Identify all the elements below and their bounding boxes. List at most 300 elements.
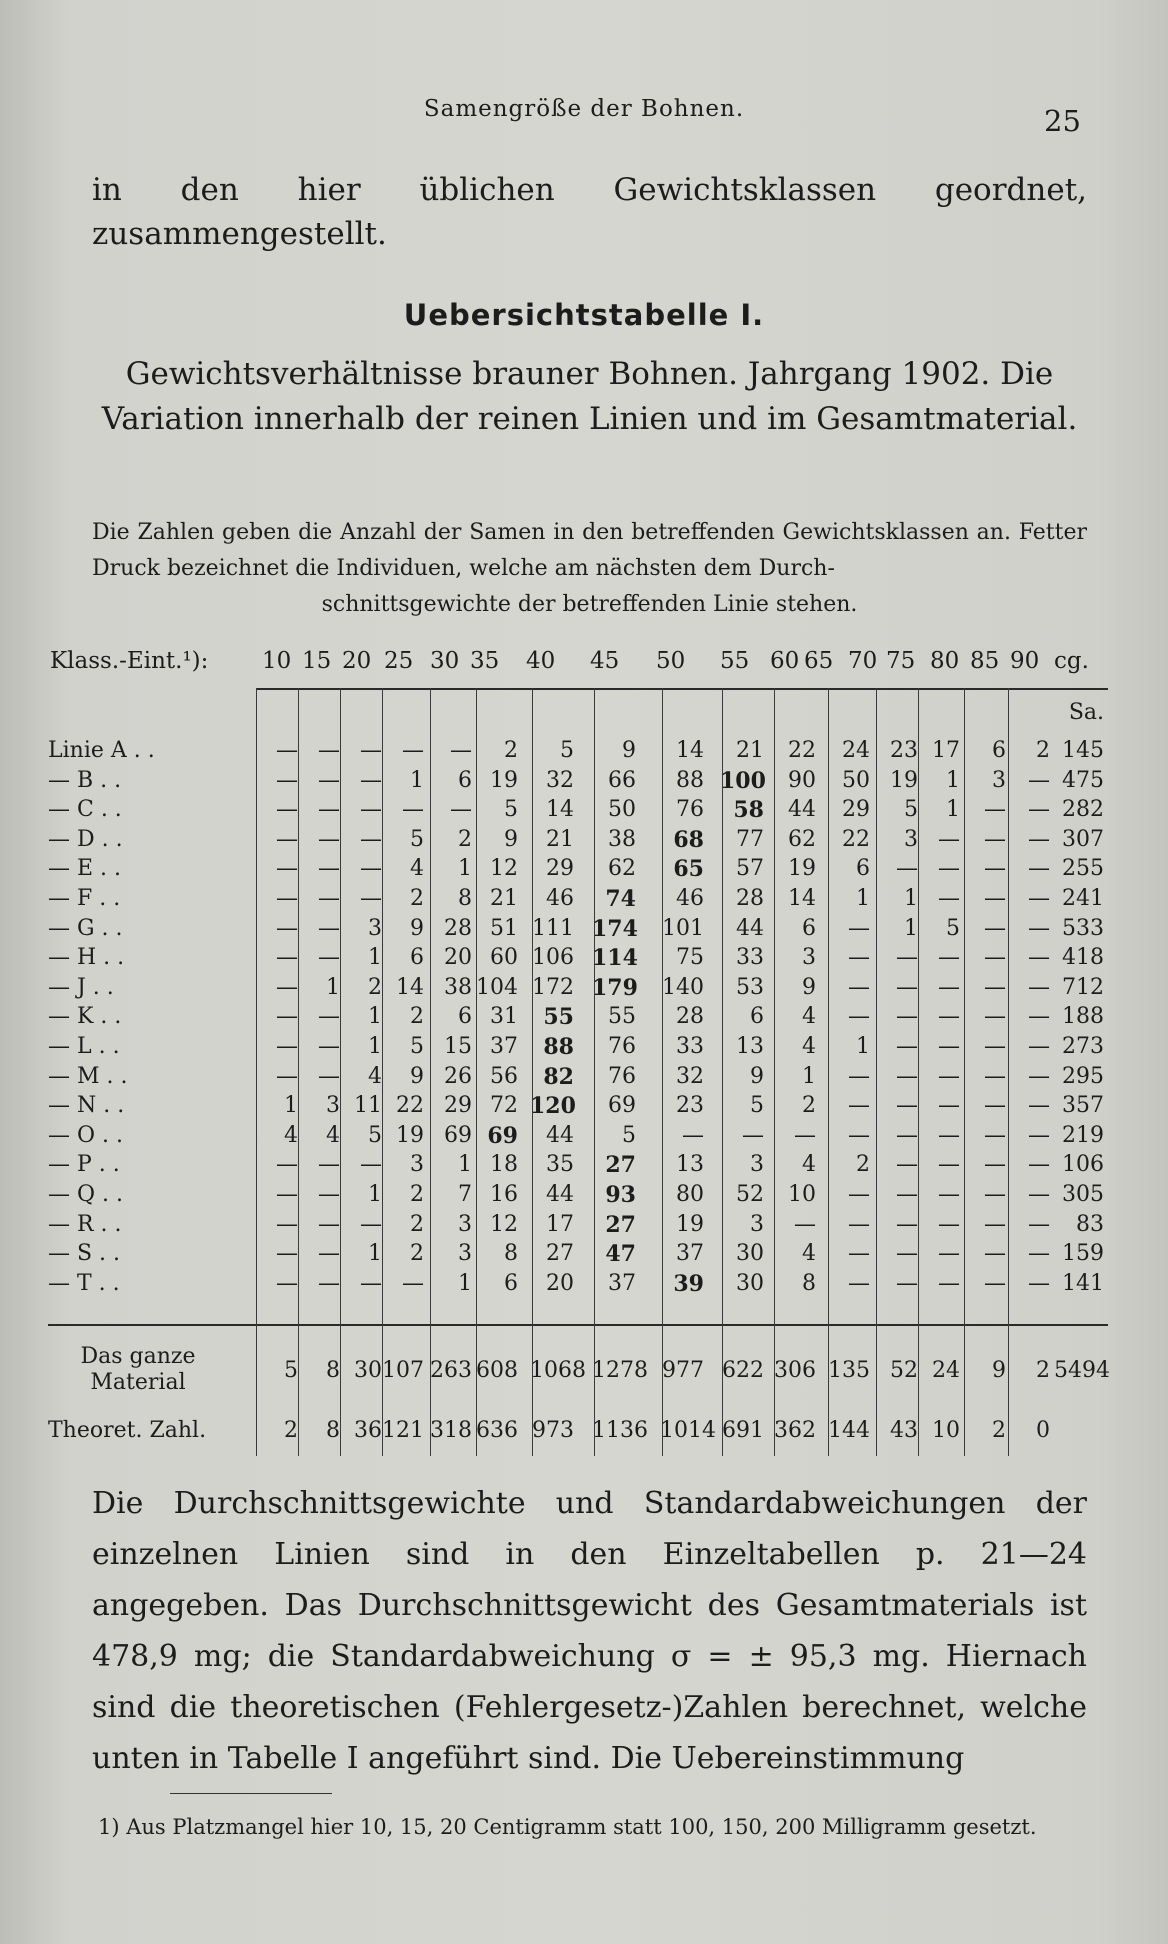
table-cell: 93 <box>605 1182 636 1208</box>
table-cell: 35 <box>546 1152 574 1178</box>
row-label: — P . . <box>48 1152 120 1178</box>
table-cell: 2 <box>1036 738 1050 763</box>
table-cell: — <box>794 1122 816 1148</box>
table-cell: 2 <box>458 826 472 852</box>
table-top-rule <box>256 688 1108 690</box>
class-header-20: 20 <box>342 648 372 674</box>
table-cell: — <box>848 1241 870 1267</box>
table-cell: 1 <box>946 767 960 793</box>
table-cell: 5 <box>410 826 424 852</box>
table-cell: 3 <box>368 915 382 941</box>
class-header-25: 25 <box>384 648 414 674</box>
table-cell: 28 <box>736 886 764 911</box>
table-cell: 30 <box>736 1270 764 1296</box>
table-cell: — <box>938 974 960 1000</box>
table-cell: 72 <box>490 1093 518 1119</box>
table-cell: 4 <box>802 1241 816 1267</box>
table-cell: 9 <box>410 915 424 941</box>
table-cell: — <box>984 886 1006 911</box>
theory-cell: 2 <box>992 1418 1006 1443</box>
table-cell: 76 <box>608 1063 636 1089</box>
table-note-text-last: schnittsgewichte der betreffenden Linie stehen. <box>321 592 858 617</box>
table-cell: — <box>742 1122 764 1148</box>
table-row <box>48 1152 1108 1182</box>
table-cell: 50 <box>842 767 870 793</box>
row-label: — Q . . <box>48 1182 124 1207</box>
table-cell: — <box>276 915 298 941</box>
table-cell: 1 <box>946 797 960 823</box>
table-cell: — <box>848 974 870 1000</box>
table-cell: 20 <box>444 945 472 971</box>
table-cell: — <box>896 1004 918 1030</box>
theory-row-label: Theoret. Zahl. <box>48 1418 207 1443</box>
table-cell: 32 <box>546 767 574 793</box>
theory-row <box>48 1418 1108 1448</box>
table-cell: 22 <box>396 1093 424 1119</box>
running-head: Samengröße der Bohnen. <box>423 96 745 122</box>
table-cell: 9 <box>410 1063 424 1089</box>
row-sum: 159 <box>1062 1241 1104 1267</box>
row-label: Linie A . . <box>48 738 155 763</box>
table-cell: 82 <box>543 1063 574 1090</box>
table-cell: 37 <box>608 1270 636 1296</box>
table-row <box>48 1182 1108 1212</box>
theory-cell: 36 <box>354 1418 382 1443</box>
class-header-row <box>50 648 1100 678</box>
table-cell: — <box>276 1034 298 1059</box>
table-cell: 90 <box>788 767 816 793</box>
row-label: — S . . <box>48 1241 121 1267</box>
row-sum: 357 <box>1062 1093 1104 1119</box>
table-cell: 14 <box>396 974 424 1000</box>
table-row <box>48 886 1108 916</box>
table-cell: — <box>896 1093 918 1119</box>
row-label: — M . . <box>48 1063 128 1089</box>
table-cell: — <box>360 797 382 823</box>
table-cell: 65 <box>673 856 704 883</box>
total-cell: 24 <box>932 1358 960 1383</box>
table-cell: — <box>1028 1034 1050 1059</box>
class-header-10: 10 <box>262 648 292 674</box>
table-cell: 14 <box>676 738 704 763</box>
table-cell: — <box>984 1122 1006 1148</box>
row-label: — K . . <box>48 1004 122 1030</box>
table-cell: 76 <box>608 1034 636 1059</box>
table-cell: 11 <box>354 1093 382 1119</box>
table-cell: 6 <box>856 856 870 882</box>
table-cell: 4 <box>802 1034 816 1059</box>
table-cell: — <box>938 1093 960 1119</box>
row-label: — D . . <box>48 826 123 852</box>
table-cell: — <box>984 1211 1006 1237</box>
table-cell: — <box>896 1034 918 1059</box>
row-sum: 418 <box>1062 945 1104 971</box>
table-cell: 27 <box>605 1152 636 1179</box>
table-cell: 5 <box>904 797 918 823</box>
table-cell: — <box>1028 1063 1050 1089</box>
table-cell: 22 <box>842 826 870 852</box>
table-cell: 62 <box>608 856 636 882</box>
table-cell: 104 <box>476 974 518 1000</box>
table-cell: 19 <box>396 1122 424 1148</box>
table-cell: 55 <box>543 1004 574 1031</box>
class-header-90: 90 <box>1010 648 1040 674</box>
total-cell: 608 <box>476 1358 518 1383</box>
table-cell: 9 <box>750 1063 764 1089</box>
total-cell: 1068 <box>530 1358 586 1383</box>
table-cell: 28 <box>444 915 472 941</box>
table-cell: 29 <box>546 856 574 882</box>
table-cell: 51 <box>490 915 518 941</box>
table-cell: 53 <box>736 974 764 1000</box>
table-cell: — <box>402 738 424 763</box>
table-row <box>48 1241 1108 1271</box>
table-mid-rule <box>48 1324 1108 1326</box>
table-cell: 4 <box>802 1152 816 1178</box>
table-cell: 2 <box>410 1004 424 1030</box>
table-cell: 9 <box>622 738 636 763</box>
row-sum: 282 <box>1062 797 1104 823</box>
table-cell: — <box>682 1122 704 1148</box>
table-cell: — <box>318 1241 340 1267</box>
table-cell: — <box>896 1152 918 1178</box>
class-header-85: 85 <box>970 648 1000 674</box>
table-cell: — <box>318 1004 340 1030</box>
table-cell: 1 <box>368 1034 382 1059</box>
table-cell: 5 <box>504 797 518 823</box>
table-cell: — <box>984 797 1006 823</box>
table-cell: 69 <box>608 1093 636 1119</box>
table-cell: 69 <box>444 1122 472 1148</box>
table-cell: 7 <box>458 1182 472 1207</box>
row-sum: 141 <box>1062 1270 1104 1296</box>
table-cell: — <box>276 1211 298 1237</box>
table-cell: — <box>276 1182 298 1207</box>
table-cell: 5 <box>368 1122 382 1148</box>
class-header-70: 70 <box>848 648 878 674</box>
table-cell: — <box>938 1182 960 1207</box>
table-cell: — <box>318 915 340 941</box>
table-cell: — <box>318 1211 340 1237</box>
theory-cell: 144 <box>828 1418 870 1443</box>
table-cell: — <box>896 1241 918 1267</box>
total-cell: 622 <box>722 1358 764 1383</box>
table-cell: 4 <box>410 856 424 882</box>
table-cell: — <box>318 1270 340 1296</box>
table-cell: — <box>276 974 298 1000</box>
table-cell: 4 <box>326 1122 340 1148</box>
total-row-label-1: Das ganze <box>80 1344 196 1369</box>
table-cell: — <box>896 1211 918 1237</box>
table-cell: 1 <box>368 945 382 971</box>
table-cell: 5 <box>946 915 960 941</box>
theory-cell: 362 <box>774 1418 816 1443</box>
row-label: — F . . <box>48 886 121 911</box>
theory-cell: 1014 <box>660 1418 716 1443</box>
table-cell: 31 <box>490 1004 518 1030</box>
table-cell: 77 <box>736 826 764 852</box>
row-label: — E . . <box>48 856 122 882</box>
table-cell: 1 <box>368 1182 382 1207</box>
table-cell: 38 <box>444 974 472 1000</box>
table-cell: — <box>848 1270 870 1296</box>
table-cell: — <box>318 945 340 971</box>
weight-table <box>48 688 1108 1458</box>
table-cell: 33 <box>676 1034 704 1059</box>
table-cell: — <box>896 1270 918 1296</box>
table-cell: 32 <box>676 1063 704 1089</box>
row-label: — O . . <box>48 1122 124 1148</box>
table-cell: 28 <box>676 1004 704 1030</box>
row-sum: 188 <box>1062 1004 1104 1030</box>
class-header-45: 45 <box>590 648 620 674</box>
table-cell: — <box>896 856 918 882</box>
table-row <box>48 738 1108 768</box>
table-cell: — <box>984 826 1006 852</box>
table-cell: — <box>848 945 870 971</box>
table-cell: 33 <box>736 945 764 971</box>
table-cell: 19 <box>890 767 918 793</box>
class-header-unit: cg. <box>1054 648 1089 674</box>
table-cell: — <box>360 1211 382 1237</box>
table-cell: 3 <box>410 1152 424 1178</box>
footnote: 1) Aus Platzmangel hier 10, 15, 20 Centigramm statt 100, 150, 200 Milligramm gesetzt. <box>98 1815 1037 1839</box>
total-cell: 977 <box>662 1358 704 1383</box>
table-row <box>48 1123 1108 1153</box>
total-row-label <box>48 1344 228 1396</box>
sum-header: Sa. <box>1068 700 1104 725</box>
table-cell: 62 <box>788 826 816 852</box>
table-cell: — <box>318 856 340 882</box>
table-cell: 19 <box>788 856 816 882</box>
table-cell: 3 <box>750 1211 764 1237</box>
table-cell: 1 <box>458 1270 472 1296</box>
table-cell: — <box>896 974 918 1000</box>
row-label: — R . . <box>48 1211 122 1237</box>
table-cell: 44 <box>546 1182 574 1207</box>
table-cell: 80 <box>676 1182 704 1207</box>
table-cell: — <box>938 1211 960 1237</box>
theory-cell: 318 <box>430 1418 472 1443</box>
table-cell: — <box>276 1063 298 1089</box>
table-cell: 4 <box>368 1063 382 1089</box>
table-row <box>48 945 1108 975</box>
table-cell: 76 <box>676 797 704 823</box>
table-cell: — <box>276 767 298 793</box>
table-cell: — <box>318 1034 340 1059</box>
table-cell: 21 <box>546 826 574 852</box>
table-cell: — <box>276 1152 298 1178</box>
table-cell: 18 <box>490 1152 518 1178</box>
row-label: — B . . <box>48 767 122 793</box>
table-cell: 106 <box>532 945 574 971</box>
row-sum: 533 <box>1062 915 1104 941</box>
table-cell: — <box>402 797 424 823</box>
table-cell: 174 <box>592 915 638 942</box>
theory-cell: 43 <box>890 1418 918 1443</box>
table-cell: 47 <box>605 1241 636 1268</box>
row-sum: 475 <box>1062 767 1104 793</box>
table-cell: — <box>848 915 870 941</box>
table-cell: — <box>848 1004 870 1030</box>
table-cell: — <box>984 1093 1006 1119</box>
table-cell: 23 <box>890 738 918 763</box>
table-cell: — <box>360 1270 382 1296</box>
theory-cell: 636 <box>476 1418 518 1443</box>
footnote-rule <box>170 1793 332 1794</box>
row-sum: 273 <box>1062 1034 1104 1059</box>
total-cell: 8 <box>326 1358 340 1383</box>
row-label: — N . . <box>48 1093 125 1119</box>
table-cell: 5 <box>410 1034 424 1059</box>
class-header-60: 60 <box>770 648 800 674</box>
table-cell: 60 <box>490 945 518 971</box>
table-cell: — <box>318 1152 340 1178</box>
table-cell: 1 <box>326 974 340 1000</box>
row-sum: 106 <box>1062 1152 1104 1178</box>
row-sum: 295 <box>1062 1063 1104 1089</box>
table-cell: 13 <box>736 1034 764 1059</box>
intro-paragraph: in den hier üblichen Gewichtsklassen geordnet, zusammengestellt. <box>92 172 1087 252</box>
table-cell: — <box>360 856 382 882</box>
class-header-80: 80 <box>930 648 960 674</box>
table-cell: — <box>984 856 1006 882</box>
table-row <box>48 1004 1108 1034</box>
table-cell: 24 <box>842 738 870 763</box>
theory-cell: 1136 <box>592 1418 648 1443</box>
table-cell: 172 <box>532 974 574 1000</box>
table-cell: — <box>1028 1093 1050 1119</box>
table-cell: 8 <box>458 886 472 911</box>
total-cell: 107 <box>382 1358 424 1383</box>
table-cell: — <box>794 1211 816 1237</box>
table-cell: — <box>1028 826 1050 852</box>
table-cell: 111 <box>532 915 574 941</box>
table-cell: — <box>984 945 1006 971</box>
table-cell: — <box>360 767 382 793</box>
table-cell: 1 <box>856 886 870 911</box>
table-cell: 44 <box>736 915 764 941</box>
table-cell: 38 <box>608 826 636 852</box>
table-cell: — <box>984 1004 1006 1030</box>
table-cell: — <box>276 856 298 882</box>
table-cell: 2 <box>504 738 518 763</box>
table-cell: — <box>896 1063 918 1089</box>
table-cell: 100 <box>720 767 766 794</box>
table-cell: 2 <box>410 1182 424 1207</box>
table-cell: 3 <box>326 1093 340 1119</box>
theory-cell: 973 <box>532 1418 574 1443</box>
table-cell: — <box>276 1270 298 1296</box>
class-header-35: 35 <box>470 648 500 674</box>
table-cell: 46 <box>546 886 574 911</box>
table-cell: 23 <box>676 1093 704 1119</box>
table-cell: 1 <box>802 1063 816 1089</box>
table-row <box>48 856 1108 886</box>
class-header-75: 75 <box>886 648 916 674</box>
total-cell: 52 <box>890 1358 918 1383</box>
class-header-55: 55 <box>720 648 750 674</box>
table-cell: — <box>848 1093 870 1119</box>
table-note-text: Die Zahlen geben die Anzahl der Samen in den betreffenden Gewichtsklassen an. Fetter Druck bezeichnet die Individuen, welche am nächsten dem Durch- <box>92 520 1087 581</box>
table-cell: 3 <box>802 945 816 971</box>
table-cell: 6 <box>504 1270 518 1296</box>
table-cell: — <box>848 1182 870 1207</box>
class-header-label: Klass.-Eint.¹): <box>50 648 209 674</box>
table-cell: 52 <box>736 1182 764 1207</box>
table-cell: 57 <box>736 856 764 882</box>
table-cell: 17 <box>932 738 960 763</box>
table-cell: 69 <box>487 1122 518 1149</box>
row-label: — J . . <box>48 974 114 1000</box>
table-cell: — <box>1028 856 1050 882</box>
table-cell: — <box>984 1241 1006 1267</box>
table-cell: — <box>938 856 960 882</box>
table-cell: 88 <box>543 1034 574 1060</box>
table-cell: 46 <box>676 886 704 911</box>
total-cell: 5 <box>284 1358 298 1383</box>
table-cell: 17 <box>546 1211 574 1237</box>
row-sum: 712 <box>1062 974 1104 1000</box>
table-cell: — <box>276 826 298 852</box>
table-cell: — <box>1028 1004 1050 1030</box>
table-cell: 13 <box>676 1152 704 1178</box>
table-cell: 3 <box>458 1211 472 1237</box>
table-cell: — <box>318 767 340 793</box>
table-cell: 6 <box>750 1004 764 1030</box>
row-label: — G . . <box>48 915 123 941</box>
row-sum: 145 <box>1062 738 1104 763</box>
table-cell: 29 <box>444 1093 472 1119</box>
theory-cell: 691 <box>722 1418 764 1443</box>
table-cell: 8 <box>504 1241 518 1267</box>
table-cell: — <box>938 1004 960 1030</box>
table-cell: — <box>276 886 298 911</box>
table-cell: 2 <box>410 886 424 911</box>
table-cell: — <box>318 826 340 852</box>
total-cell: 306 <box>774 1358 816 1383</box>
table-cell: 4 <box>802 1004 816 1030</box>
theory-cell: 121 <box>382 1418 424 1443</box>
table-cell: 12 <box>490 1211 518 1237</box>
total-cell: 135 <box>828 1358 870 1383</box>
row-label: — L . . <box>48 1034 120 1059</box>
table-cell: 114 <box>592 945 638 972</box>
table-cell: — <box>1028 915 1050 941</box>
table-cell: 6 <box>458 767 472 793</box>
total-cell: 30 <box>354 1358 382 1383</box>
table-cell: — <box>984 915 1006 941</box>
table-cell: — <box>938 1241 960 1267</box>
table-cell: 15 <box>444 1034 472 1059</box>
row-sum: 305 <box>1062 1182 1104 1207</box>
theory-cell: 0 <box>1036 1418 1050 1443</box>
table-cell: — <box>938 1063 960 1089</box>
page-number: 25 <box>1044 104 1081 138</box>
table-cell: — <box>984 1182 1006 1207</box>
table-cell: — <box>1028 886 1050 911</box>
table-cell: — <box>276 945 298 971</box>
table-cell: 1 <box>904 886 918 911</box>
table-cell: 20 <box>546 1270 574 1296</box>
table-cell: 39 <box>673 1270 704 1297</box>
table-cell: 3 <box>750 1152 764 1178</box>
table-row <box>48 916 1108 946</box>
total-cell: 9 <box>992 1358 1006 1383</box>
table-cell: — <box>1028 1241 1050 1267</box>
table-cell: 2 <box>802 1093 816 1119</box>
table-cell: 75 <box>676 945 704 971</box>
